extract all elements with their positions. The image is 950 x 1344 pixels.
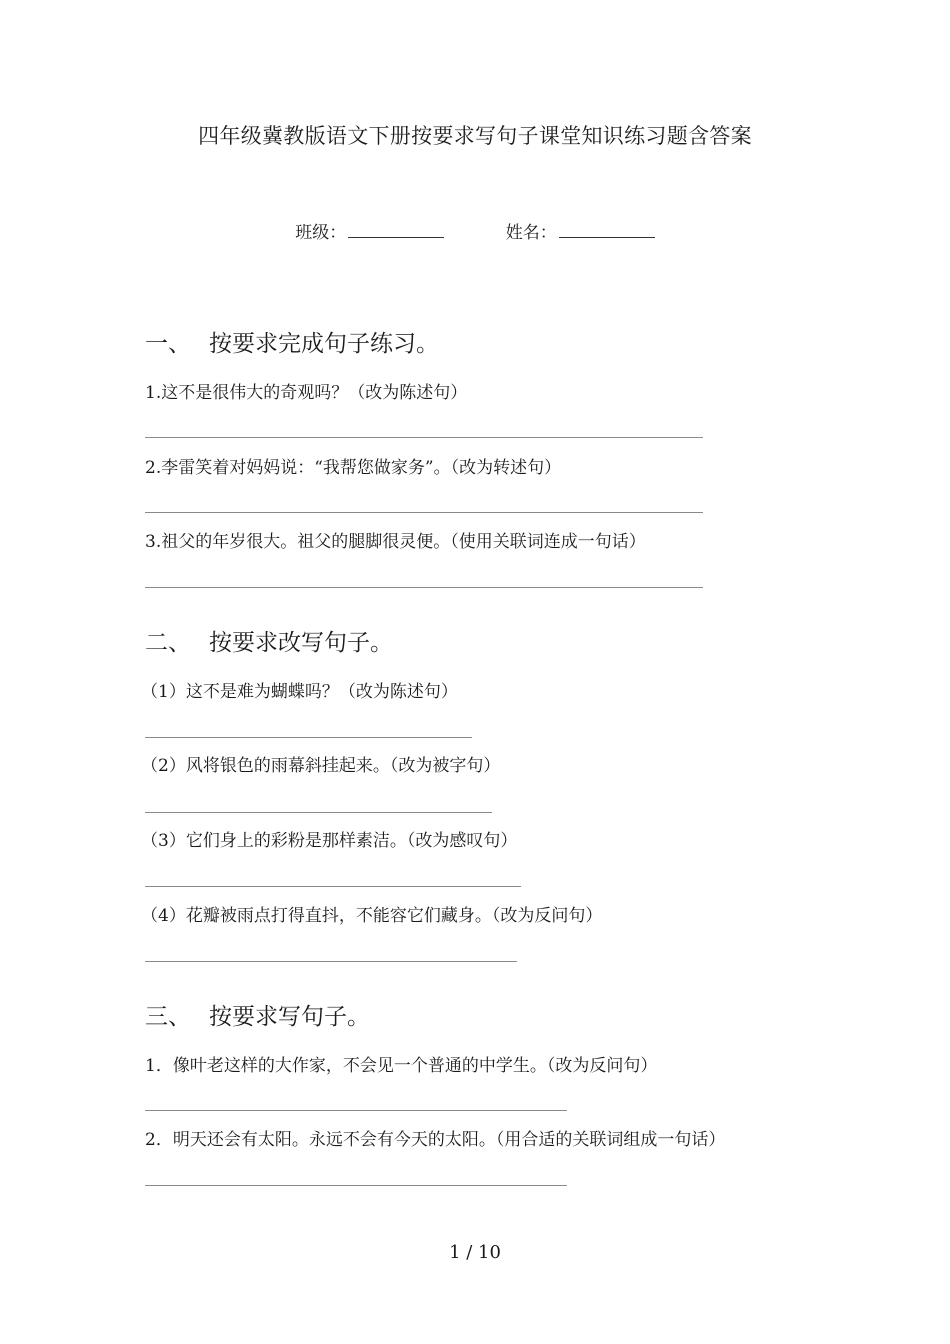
- section-2-question-3: （3）它们身上的彩粉是那样素洁。（改为感叹句）: [141, 831, 518, 851]
- section-2-heading: [145, 627, 393, 659]
- section-1-question-2: 2.李雷笑着对妈妈说：“我帮您做家务”。（改为转述句）: [145, 458, 562, 478]
- section-1-heading: [145, 328, 439, 360]
- class-field: [295, 219, 444, 246]
- name-field: [506, 219, 655, 246]
- section-3-question-1: 1．像叶老这样的大作家，不会见一个普通的中学生。（改为反问句）: [145, 1056, 658, 1076]
- section-2-question-1: （1）这不是难为蝴蝶吗？（改为陈述句）: [141, 682, 458, 702]
- student-info-row: [0, 219, 950, 246]
- section-3-heading: [145, 1001, 370, 1033]
- answer-line-1-2[interactable]: [145, 512, 703, 513]
- section-1-title: 按要求完成句子练习。: [209, 331, 439, 357]
- answer-line-2-2[interactable]: [145, 812, 492, 813]
- page-indicator: 1 / 10: [449, 1242, 501, 1263]
- section-1-question-3: 3.祖父的年岁很大。祖父的腿脚很灵便。（使用关联词连成一句话）: [145, 532, 646, 552]
- section-3-number: 三、: [145, 1004, 191, 1030]
- section-2-title: 按要求改写句子。: [209, 630, 393, 656]
- class-blank[interactable]: [348, 219, 444, 238]
- section-2-question-2: （2）风将银色的雨幕斜挂起来。（改为被字句）: [141, 756, 501, 776]
- answer-line-2-1[interactable]: [145, 737, 472, 738]
- answer-line-2-3[interactable]: [145, 886, 521, 887]
- document-title: 四年级冀教版语文下册按要求写句子课堂知识练习题含答案: [198, 124, 752, 148]
- section-3-title: 按要求写句子。: [209, 1004, 370, 1030]
- answer-line-3-1[interactable]: [145, 1110, 567, 1111]
- name-label: 姓名：: [505, 223, 557, 243]
- answer-line-3-2[interactable]: [145, 1185, 567, 1186]
- class-label: 班级：: [295, 223, 347, 243]
- section-1-number: 一、: [145, 331, 191, 357]
- name-blank[interactable]: [559, 219, 655, 238]
- section-2-number: 二、: [145, 630, 191, 656]
- section-2-question-4: （4）花瓣被雨点打得直抖，不能容它们藏身。（改为反问句）: [141, 906, 603, 926]
- answer-line-1-1[interactable]: [145, 437, 703, 438]
- answer-line-2-4[interactable]: [145, 961, 517, 962]
- answer-line-1-3[interactable]: [145, 587, 703, 588]
- section-1-question-1: 1.这不是很伟大的奇观吗？（改为陈述句）: [145, 383, 468, 403]
- section-3-question-2: 2．明天还会有太阳。永远不会有今天的太阳。（用合适的关联词组成一句话）: [145, 1130, 726, 1150]
